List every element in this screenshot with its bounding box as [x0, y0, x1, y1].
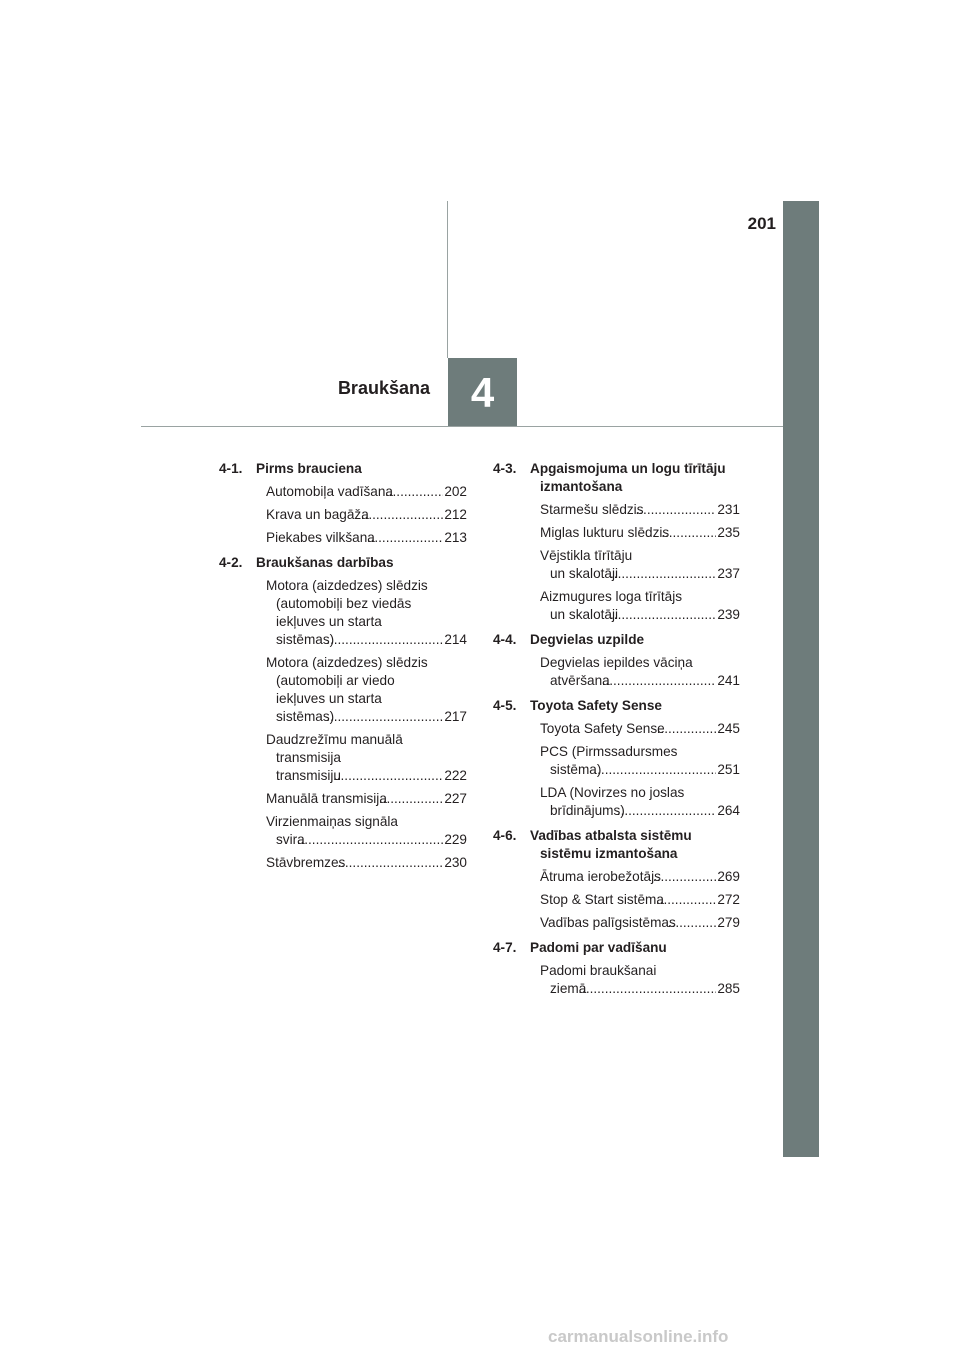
toc-entry[interactable]: [493, 914, 740, 932]
toc-entry[interactable]: [219, 654, 467, 726]
toc-section: [493, 827, 740, 932]
toc-entry-page: 239: [717, 607, 740, 622]
toc-section: [493, 939, 740, 998]
toc-column-right: [493, 460, 740, 1005]
toc-entry-title: Degvielas iepildes vāciņa atvēršana .....: [540, 654, 716, 690]
toc-entry-page: 285: [717, 981, 740, 996]
toc-section-heading[interactable]: [493, 631, 740, 649]
toc-section-heading[interactable]: [219, 554, 467, 572]
toc-entry-title: Stop & Start sistēma .....: [540, 891, 716, 909]
chapter-title: Braukšana: [337, 378, 430, 398]
toc-entry[interactable]: [219, 854, 467, 872]
toc-entry[interactable]: [219, 577, 467, 649]
toc-entry-page: 212: [444, 507, 467, 522]
toc-entry-title: Piekabes vilkšana .....: [266, 529, 443, 547]
toc-entry[interactable]: [493, 962, 740, 998]
toc-entry[interactable]: [493, 743, 740, 779]
toc-entry-page: 231: [717, 502, 740, 517]
toc-section-heading[interactable]: [493, 827, 740, 863]
toc-section-heading[interactable]: [493, 939, 740, 957]
toc-entry[interactable]: [493, 524, 740, 542]
toc-section-number: 4-1.: [219, 461, 243, 476]
toc-entry-page: 214: [444, 632, 467, 647]
toc-section: [219, 554, 467, 872]
toc-section: [219, 460, 467, 547]
chapter-side-tab: [783, 201, 819, 1157]
toc-entry[interactable]: [493, 501, 740, 519]
toc-section-title: Braukšanas darbības: [256, 555, 394, 570]
toc-entry-title: Ātruma ierobežotājs .....: [540, 868, 716, 886]
toc-entry[interactable]: [219, 813, 467, 849]
toc-section-number: 4-3.: [493, 461, 517, 476]
toc-entry[interactable]: [493, 720, 740, 738]
toc-section-number: 4-7.: [493, 940, 517, 955]
toc-section-title: Pirms brauciena: [256, 461, 362, 476]
toc-section: [493, 697, 740, 820]
toc-entry[interactable]: [219, 790, 467, 808]
horizontal-divider: [141, 426, 783, 427]
toc-entry-page: 264: [717, 803, 740, 818]
toc-entry-page: 269: [717, 869, 740, 884]
toc-entry[interactable]: [219, 731, 467, 785]
toc-entry[interactable]: [219, 529, 467, 547]
toc-entry-page: 202: [444, 484, 467, 499]
toc-entry-page: 230: [444, 855, 467, 870]
toc-entry-title: PCS (Pirmssadursmes sistēma) .....: [540, 743, 716, 779]
toc-entry[interactable]: [493, 784, 740, 820]
toc-entry-page: 229: [444, 832, 467, 847]
toc-entry-page: 235: [717, 525, 740, 540]
toc-entry-page: 272: [717, 892, 740, 907]
toc-column-left: [219, 460, 467, 879]
toc-entry-page: 227: [444, 791, 467, 806]
toc-entry-page: 241: [717, 673, 740, 688]
toc-section-title: Vadības atbalsta sistēmu sistēmu izmantošana: [530, 828, 692, 861]
toc-section: [493, 460, 740, 624]
toc-entry-title: Manuālā transmisija .....: [266, 790, 443, 808]
toc-section-number: 4-5.: [493, 698, 517, 713]
page-number: 201: [747, 214, 776, 233]
toc-entry-page: 213: [444, 530, 467, 545]
toc-section-heading[interactable]: [493, 460, 740, 496]
toc-entry[interactable]: [219, 483, 467, 501]
toc-section: [493, 631, 740, 690]
toc-entry[interactable]: [493, 547, 740, 583]
toc-entry[interactable]: [493, 868, 740, 886]
toc-section-heading[interactable]: [493, 697, 740, 715]
toc-entry[interactable]: [219, 506, 467, 524]
toc-entry-title: Vējstikla tīrītāju un skalotāji .....: [540, 547, 716, 583]
toc-entry-page: 222: [444, 768, 467, 783]
toc-section-title: Padomi par vadīšanu: [530, 940, 667, 955]
toc-entry[interactable]: [493, 588, 740, 624]
toc-entry-title: Motora (aizdedzes) slēdzis (automobiļi bez viedās iekļuves un starta sistēmas) .....: [266, 577, 443, 649]
toc-entry-title: Miglas lukturu slēdzis .....: [540, 524, 716, 542]
toc-entry[interactable]: [493, 654, 740, 690]
toc-entry-title: Vadības palīgsistēmas .....: [540, 914, 716, 932]
toc-entry-page: 237: [717, 566, 740, 581]
toc-entry-title: Toyota Safety Sense .....: [540, 720, 716, 738]
toc-entry-title: Motora (aizdedzes) slēdzis (automobiļi ar viedo iekļuves un starta sistēmas) .....: [266, 654, 443, 726]
toc-section-number: 4-4.: [493, 632, 517, 647]
toc-section-number: 4-2.: [219, 555, 243, 570]
toc-entry-title: Padomi braukšanai ziemā .....: [540, 962, 716, 998]
toc-section-title: Degvielas uzpilde: [530, 632, 645, 647]
toc-section-number: 4-6.: [493, 828, 517, 843]
chapter-number-box: 4: [448, 358, 517, 427]
vertical-divider: [447, 201, 448, 358]
toc-entry[interactable]: [493, 891, 740, 909]
toc-entry-page: 251: [717, 762, 740, 777]
toc-entry-title: Aizmugures loga tīrītājs un skalotāji .....: [540, 588, 716, 624]
watermark: carmanualsonline.info: [548, 1327, 729, 1346]
toc-entry-title: Stāvbremzes .....: [266, 854, 443, 872]
toc-entry-title: Automobiļa vadīšana .....: [266, 483, 443, 501]
toc-entry-page: 217: [444, 709, 467, 724]
toc-entry-page: 245: [717, 721, 740, 736]
toc-section-heading[interactable]: [219, 460, 467, 478]
toc-entry-title: LDA (Novirzes no joslas brīdinājums) .....: [540, 784, 716, 820]
toc-entry-page: 279: [717, 915, 740, 930]
toc-section-title: Apgaismojuma un logu tīrītāju izmantošana: [530, 461, 726, 494]
toc-entry-title: Starmešu slēdzis .....: [540, 501, 716, 519]
toc-entry-title: Daudzrežīmu manuālā transmisija transmisiju .....: [266, 731, 443, 785]
toc-entry-title: Virzienmaiņas signāla svira .....: [266, 813, 443, 849]
toc-entry-title: Krava un bagāža .....: [266, 506, 443, 524]
toc-section-title: Toyota Safety Sense: [530, 698, 662, 713]
